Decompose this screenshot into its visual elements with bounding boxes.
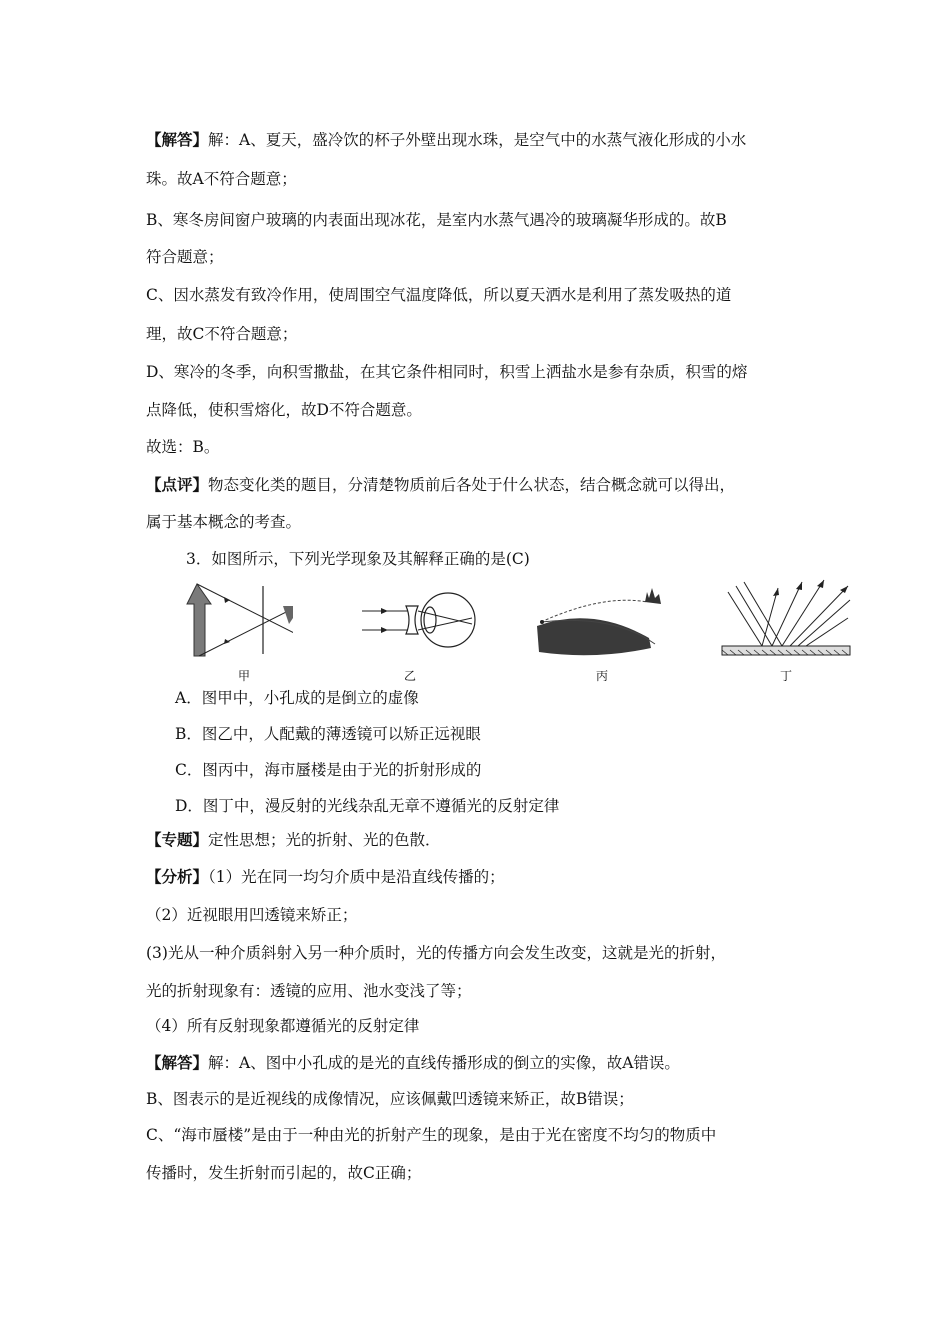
answer-text: C、因水蒸发有致冷作用，使周围空气温度降低，所以夏天洒水是利用了蒸发吸热的道	[146, 286, 732, 304]
eye-lens-figure	[360, 578, 490, 660]
figure-caption: 丁	[780, 669, 793, 683]
topic-label: 【专题】	[146, 830, 209, 849]
answer-label: 【解答】	[146, 130, 209, 149]
figure-caption: 甲	[238, 669, 251, 683]
answer-label: 【解答】	[146, 1053, 209, 1072]
review-label: 【点评】	[146, 475, 209, 494]
answer-text: C、“海市蜃楼”是由于一种由光的折射产生的现象，是由于光在密度不均匀的物质中	[146, 1126, 717, 1144]
answer-conclusion: 故选：B。	[146, 438, 220, 456]
analysis-text: （4）所有反射现象都遵循光的反射定律	[146, 1017, 420, 1035]
answer-text: 传播时，发生折射而引起的，故C正确；	[146, 1164, 422, 1182]
review-text: 物态变化类的题目，分清楚物质前后各处于什么状态，结合概念就可以得出，	[208, 476, 736, 494]
answer-text: 珠。故A不符合题意；	[146, 170, 297, 188]
answer-text: 理，故C不符合题意；	[146, 325, 298, 343]
figure-caption: 丙	[596, 669, 609, 683]
answer-text: B、图表示的是近视线的成像情况，应该佩戴凹透镜来矫正，故B错误；	[146, 1090, 634, 1108]
figure-caption: 乙	[404, 669, 417, 683]
answer-text: 解：A、夏天，盛冷饮的杯子外壁出现水珠，是空气中的水蒸气液化形成的小水	[208, 131, 747, 149]
pinhole-figure	[183, 578, 293, 660]
analysis-text: (3)光从一种介质斜射入另一种介质时，光的传播方向会发生改变，这就是光的折射，	[146, 944, 726, 962]
review-text: 属于基本概念的考查。	[146, 513, 302, 531]
analysis-text: （2）近视眼用凹透镜来矫正；	[146, 906, 358, 924]
diffuse-reflection-figure	[720, 578, 852, 660]
answer-text: 点降低，使积雪熔化，故D不符合题意。	[146, 401, 422, 419]
analysis-text: （1）光在同一均匀介质中是沿直线传播的；	[208, 868, 505, 886]
answer-text: 符合题意；	[146, 248, 224, 266]
option-c: C．图丙中，海市蜃楼是由于光的折射形成的	[175, 761, 482, 779]
analysis-label: 【分析】	[146, 867, 209, 886]
option-a: A．图甲中，小孔成的是倒立的虚像	[175, 689, 419, 707]
topic-paragraph	[146, 830, 441, 850]
mirage-figure	[533, 578, 668, 660]
review-paragraph	[146, 475, 735, 495]
answer-text: B、寒冬房间窗户玻璃的内表面出现冰花，是室内水蒸气遇冷的玻璃凝华形成的。故B	[146, 211, 727, 229]
analysis-text: 光的折射现象有：透镜的应用、池水变浅了等；	[146, 982, 472, 1000]
option-b: B．图乙中，人配戴的薄透镜可以矫正远视眼	[175, 725, 481, 743]
option-d: D．图丁中，漫反射的光线杂乱无章不遵循光的反射定律	[175, 797, 560, 815]
analysis-paragraph	[146, 867, 505, 887]
answer-text: D、寒冷的冬季，向积雪撒盐，在其它条件相同时，积雪上洒盐水是参有杂质，积雪的熔	[146, 363, 748, 381]
answer-text: 解：A、图中小孔成的是光的直线传播形成的倒立的实像，故A错误。	[208, 1054, 680, 1072]
answer-paragraph	[146, 1053, 680, 1073]
answer-paragraph	[146, 130, 746, 150]
topic-text: 定性思想；光的折射、光的色散．	[208, 831, 441, 849]
question-stem: 3．如图所示，下列光学现象及其解释正确的是(C)	[186, 550, 530, 568]
